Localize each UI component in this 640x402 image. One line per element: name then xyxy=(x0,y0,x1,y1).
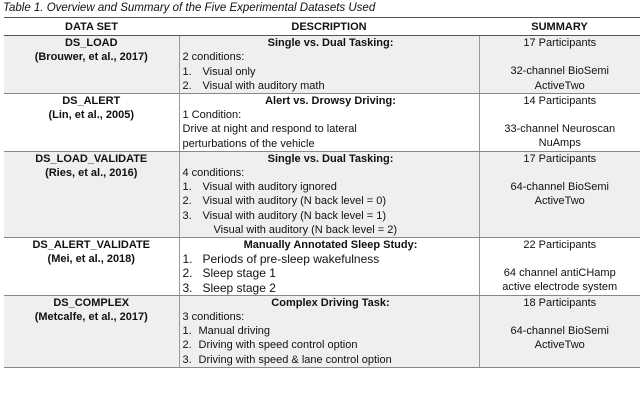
equipment-line: active electrode system xyxy=(502,281,618,294)
dataset-reference: (Metcalfe, et al., 2017) xyxy=(34,311,148,324)
equipment-line: ActiveTwo xyxy=(534,339,585,352)
dataset-name: DS_LOAD_VALIDATE xyxy=(35,152,148,165)
description-cell xyxy=(179,238,479,296)
condition-item-extra: Visual with auditory (N back level = 2) xyxy=(213,223,398,236)
condition-item: 3. Visual with auditory (N back level = 1) xyxy=(182,209,387,222)
summary-cell xyxy=(479,238,640,296)
table-row xyxy=(4,238,640,296)
description-title: Single vs. Dual Tasking: xyxy=(267,152,394,165)
condition-item: 3. Driving with speed & lane control option xyxy=(182,353,392,366)
table-row xyxy=(4,94,640,152)
equipment-line: 32-channel BioSemi xyxy=(510,65,609,78)
description-cell xyxy=(179,94,479,152)
description-intro: 4 conditions: xyxy=(182,167,245,180)
condition-item: 1. Periods of pre-sleep wakefulness xyxy=(182,252,380,267)
condition-item: 1. Manual driving xyxy=(182,325,271,338)
description-title: Single vs. Dual Tasking: xyxy=(267,37,394,50)
table-row xyxy=(4,36,640,94)
condition-item: 1. Visual with auditory ignored xyxy=(182,181,337,194)
condition-item: 1. Visual only xyxy=(182,65,256,78)
participants-count: 17 Participants xyxy=(523,152,597,165)
dataset-cell xyxy=(4,94,179,152)
dataset-name: DS_ALERT xyxy=(62,95,121,108)
description-intro: 3 conditions: xyxy=(182,311,245,324)
participants-count: 14 Participants xyxy=(523,95,597,108)
dataset-reference: (Mei, et al., 2018) xyxy=(47,253,135,266)
condition-item: 2. Visual with auditory math xyxy=(182,79,325,92)
equipment-line: ActiveTwo xyxy=(534,195,585,208)
summary-cell xyxy=(479,151,640,237)
header-summary: SUMMARY xyxy=(479,18,640,36)
table-caption: Table 1. Overview and Summary of the Five Experimental Datasets Used xyxy=(3,2,376,14)
dataset-cell xyxy=(4,151,179,237)
description-text: Drive at night and respond to lateral xyxy=(182,123,357,136)
table-row xyxy=(4,295,640,367)
equipment-line: 64-channel BioSemi xyxy=(510,181,609,194)
participants-count: 18 Participants xyxy=(523,296,597,309)
summary-cell xyxy=(479,36,640,94)
description-cell xyxy=(179,295,479,367)
condition-item: 2. Visual with auditory (N back level = 0) xyxy=(182,195,387,208)
description-title: Manually Annotated Sleep Study: xyxy=(243,239,418,252)
description-cell xyxy=(179,151,479,237)
equipment-line: 33-channel Neuroscan xyxy=(504,123,616,136)
header-description: DESCRIPTION xyxy=(179,18,479,36)
datasets-table xyxy=(4,17,640,368)
participants-count: 17 Participants xyxy=(523,37,597,50)
dataset-reference: (Brouwer, et al., 2017) xyxy=(34,51,148,64)
dataset-cell xyxy=(4,238,179,296)
description-intro: 2 conditions: xyxy=(182,51,245,64)
equipment-line: NuAmps xyxy=(538,137,581,150)
condition-item: 2. Sleep stage 1 xyxy=(182,266,276,281)
condition-item: 3. Sleep stage 2 xyxy=(182,280,276,295)
condition-item: 2. Driving with speed control option xyxy=(182,339,358,352)
dataset-reference: (Ries, et al., 2016) xyxy=(45,167,138,180)
equipment-line: 64-channel BioSemi xyxy=(510,325,609,338)
dataset-cell xyxy=(4,36,179,94)
description-title: Alert vs. Drowsy Driving: xyxy=(265,95,396,108)
description-text: perturbations of the vehicle xyxy=(182,137,315,150)
summary-cell xyxy=(479,94,640,152)
equipment-line: 64 channel antiCHamp xyxy=(503,267,616,280)
dataset-name: DS_LOAD xyxy=(64,37,118,50)
description-intro: 1 Condition: xyxy=(182,109,242,122)
dataset-cell xyxy=(4,295,179,367)
summary-cell xyxy=(479,295,640,367)
table-row xyxy=(4,151,640,237)
header-row xyxy=(4,18,640,36)
dataset-name: DS_ALERT_VALIDATE xyxy=(32,239,151,252)
equipment-line: ActiveTwo xyxy=(534,79,585,92)
participants-count: 22 Participants xyxy=(523,239,597,252)
description-title: Complex Driving Task: xyxy=(271,296,390,309)
dataset-name: DS_COMPLEX xyxy=(53,296,130,309)
header-dataset: DATA SET xyxy=(4,18,179,36)
dataset-reference: (Lin, et al., 2005) xyxy=(48,109,135,122)
description-cell xyxy=(179,36,479,94)
